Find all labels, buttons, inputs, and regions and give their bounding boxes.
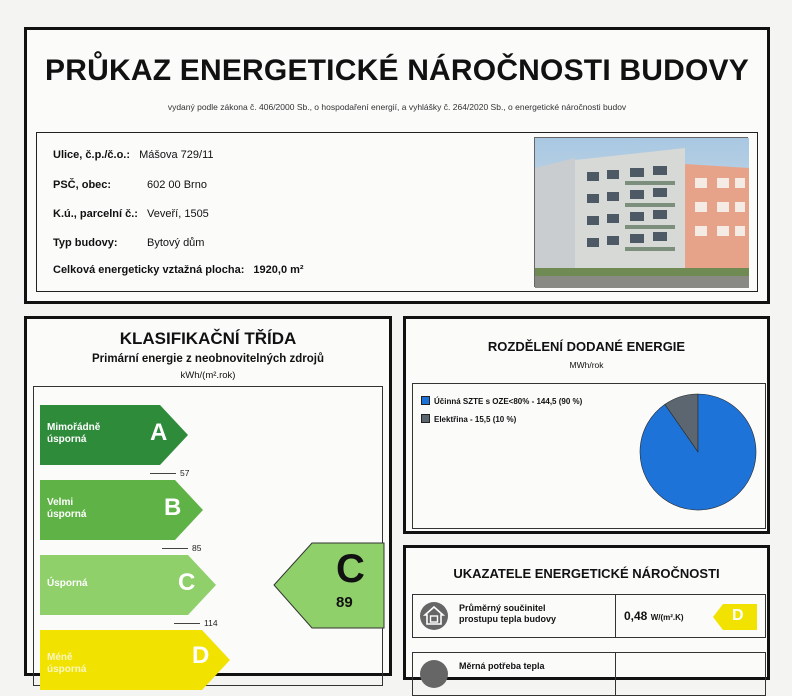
legend-swatch-district-heating (421, 396, 430, 405)
legend-item-district-heating: Účinná SZTE s OZE<80% - 144,5 (90 %) (421, 396, 582, 406)
energy-pie-chart (638, 392, 758, 512)
threshold-b: 85 (192, 543, 202, 553)
postcode-value: 602 00 Brno (147, 179, 207, 191)
pie-slice-district-heating (640, 394, 756, 510)
energy-scale (33, 386, 383, 686)
classification-panel (24, 316, 392, 676)
rating-value: 89 (336, 594, 353, 611)
band-b-letter: B (164, 494, 182, 521)
postcode-label: PSČ, obec: (53, 179, 112, 191)
band-d-letter: D (192, 642, 210, 669)
classification-subtitle: Primární energie z neobnovitelných zdrojů (92, 353, 324, 365)
heating-demand-icon (419, 659, 449, 694)
band-b-label: Velmi úsporná (47, 497, 87, 520)
band-a-letter: A (150, 419, 168, 446)
indicator-label-heat-demand: Měrná potřeba tepla (459, 661, 545, 671)
band-c-letter: C (178, 569, 196, 596)
cadastre-label: K.ú., parcelní č.: (53, 208, 138, 220)
rating-indicator (274, 543, 386, 634)
building-info-panel (36, 132, 758, 292)
cadastre-row (53, 208, 209, 220)
building-type-row (53, 237, 205, 249)
legend-item-electricity: Elektřina - 15,5 (10 %) (421, 414, 516, 424)
building-photo (534, 137, 748, 287)
energy-split-unit: MWh/rok (569, 360, 604, 370)
certificate-header (24, 27, 770, 304)
house-insulation-icon (419, 601, 449, 636)
classification-title: KLASIFIKAČNÍ TŘÍDA (119, 329, 297, 348)
indicator-value-heat-transfer: 0,48 W/(m².K) (624, 609, 684, 623)
classification-unit: kWh/(m².rok) (180, 370, 236, 381)
band-c-label: Úsporná (47, 578, 88, 589)
building-type-value: Bytový dům (147, 237, 205, 249)
indicator-row-heat-transfer: Průměrný součinitel prostupu tepla budovy 0,48 W/(m².K) D (412, 594, 766, 638)
area-value: 1920,0 m² (253, 264, 304, 276)
indicator-label-heat-transfer: Průměrný součinitel prostupu tepla budovy (459, 603, 557, 624)
rating-letter: C (336, 547, 365, 591)
area-row (53, 264, 304, 276)
band-a-label: Mimořádně úsporná (47, 422, 101, 445)
indicators-panel (403, 545, 770, 680)
street-value: Mášova 729/11 (139, 149, 214, 161)
energy-split-title: ROZDĚLENÍ DODANÉ ENERGIE (487, 339, 686, 354)
area-label: Celková energeticky vztažná plocha: (53, 264, 245, 276)
postcode-row (53, 179, 207, 191)
energy-split-chart (412, 383, 766, 529)
legend-swatch-electricity (421, 414, 430, 423)
street-row (53, 149, 214, 161)
document-title: PRŮKAZ ENERGETICKÉ NÁROČNOSTI BUDOVY (45, 54, 749, 87)
band-d-label: Méně úsporná (47, 652, 87, 675)
indicator-row-heat-demand (412, 652, 766, 696)
energy-split-panel (403, 316, 770, 534)
indicators-title: UKAZATELE ENERGETICKÉ NÁROČNOSTI (453, 566, 720, 581)
street-label: Ulice, č.p./č.o.: (53, 149, 131, 161)
cadastre-value: Veveří, 1505 (147, 208, 209, 220)
building-type-label: Typ budovy: (53, 237, 118, 249)
document-subtitle: vydaný podle zákona č. 406/2000 Sb., o hospodaření energií, a vyhlášky č. 264/2020 Sb., o energetické náročnosti budov (167, 102, 627, 112)
threshold-a: 57 (180, 468, 190, 478)
threshold-c: 114 (204, 618, 218, 628)
